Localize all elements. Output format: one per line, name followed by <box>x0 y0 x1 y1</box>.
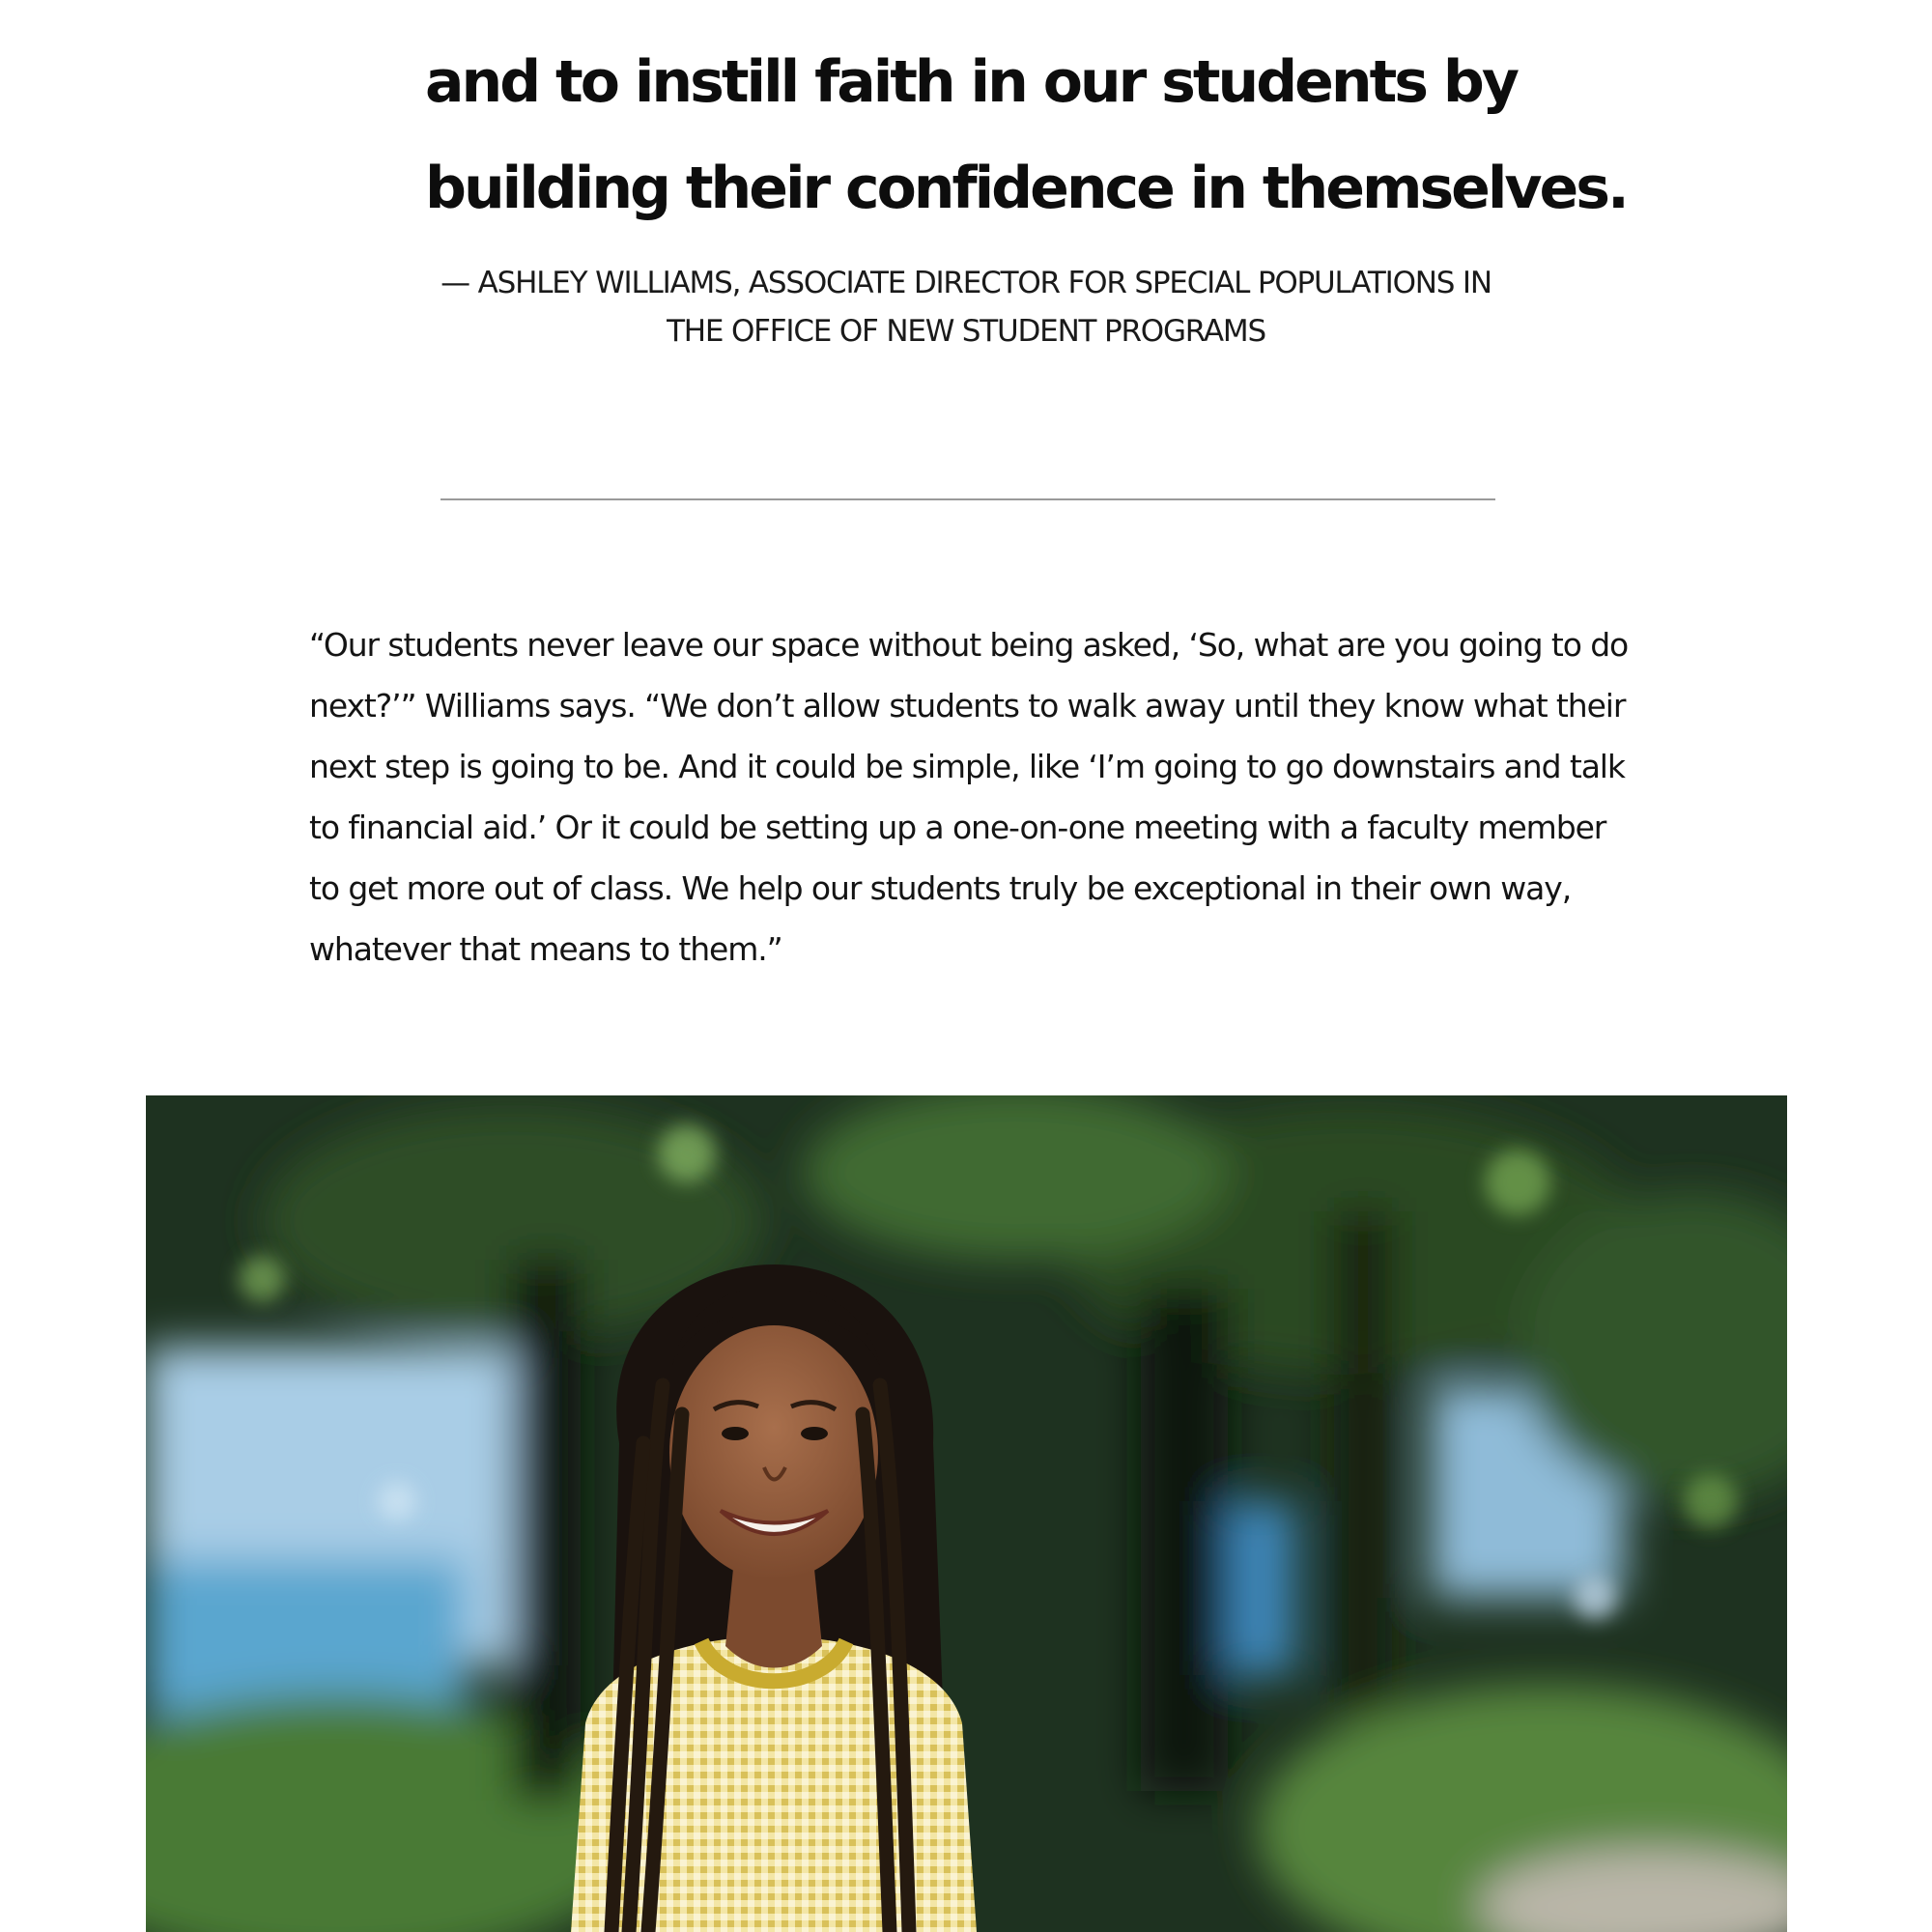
quote-attribution <box>425 259 1507 355</box>
student-portrait-photo <box>146 1095 1787 1932</box>
attribution-line-2: THE OFFICE OF NEW STUDENT PROGRAMS <box>667 314 1265 349</box>
paragraph-line-4: to financial aid.’ Or it could be setting up a one-on-one meeting with a faculty member <box>309 809 1606 846</box>
pull-quote-line-1: and to instill faith in our students by <box>425 48 1517 116</box>
paragraph-line-6: whatever that means to them.” <box>309 930 782 968</box>
portrait-illustration <box>146 1095 1787 1932</box>
paragraph-line-2: next?’” Williams says. “We don’t allow students to walk away until they know what their <box>309 687 1626 724</box>
paragraph-line-5: to get more out of class. We help our students truly be exceptional in their own way, <box>309 869 1572 907</box>
body-paragraph <box>309 614 1662 980</box>
paragraph-line-1: “Our students never leave our space without being asked, ‘So, what are you going to do <box>309 626 1629 664</box>
attribution-line-1: — ASHLEY WILLIAMS, ASSOCIATE DIRECTOR FOR SPECIAL POPULATIONS IN <box>440 266 1492 300</box>
pull-quote-line-2: building their confidence in themselves. <box>425 155 1627 222</box>
paragraph-line-3: next step is going to be. And it could be simple, like ‘I’m going to go downstairs and talk <box>309 748 1625 785</box>
pull-quote <box>425 29 1627 242</box>
section-divider <box>440 498 1495 500</box>
